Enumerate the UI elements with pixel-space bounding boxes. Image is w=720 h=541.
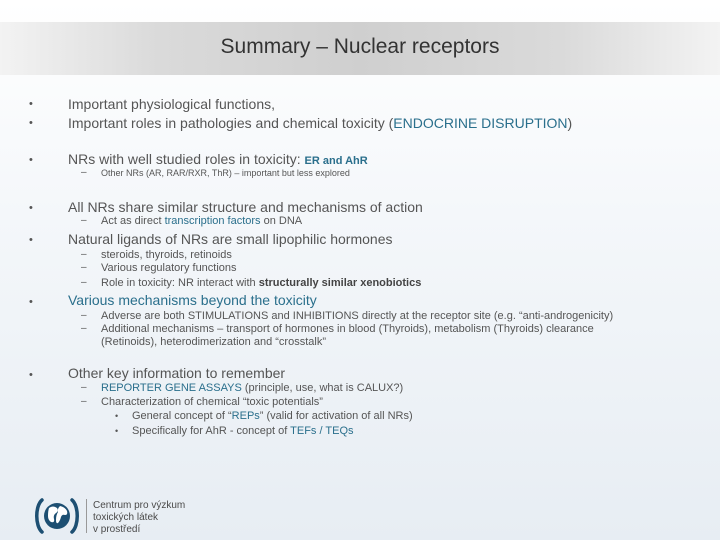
sub-steroids: steroids, thyroids, retinoids [101,249,232,261]
bullet-natural-ligands: Natural ligands of NRs are small lipophilic hormones [68,231,393,247]
bullet-marker: • [29,154,33,166]
dash-marker: – [81,310,87,321]
dash-marker: – [81,277,87,288]
reps-highlight: REPs [231,410,260,422]
bullet-physiological-functions: Important physiological functions, [68,96,275,112]
dash-marker: – [81,249,87,260]
sub-stimulations-inhibitions: Adverse are both STIMULATIONS and INHIBITIONS directly at the receptor site (e.g. “anti-androgenicity) [101,310,614,322]
bullet-pathologies-close: ) [567,115,573,131]
sub-other-nrs: Other NRs (AR, RAR/RXR, ThR) – important but less explored [101,168,350,178]
er-ahr-highlight: ER and AhR [304,155,368,167]
sub-sub-reps-text: General concept of “ [132,410,232,422]
bullet-nrs-toxicity [68,151,368,167]
sub-additional-mechanisms-line1: Additional mechanisms – transport of hormones in blood (Thyroids), metabolism (Thyroids) clearance [101,323,594,335]
sub-transcription-end: on DNA [260,215,303,227]
sub-reporter-gene-assays [101,382,403,394]
xenobiotics-bold: structurally similar xenobiotics [258,277,422,289]
sub-transcription-text: Act as direct [101,215,165,227]
sub-sub-tefs [132,425,354,437]
sub-additional-mechanisms-line2: (Retinoids), heterodimerization and “crosstalk” [101,336,326,348]
dash-marker: – [81,167,87,178]
sub-role-text: Role in toxicity: NR interact with [101,277,259,289]
sub-sub-tefs-text: Specifically for AhR - concept of [132,425,291,437]
tefs-teqs-highlight: TEFs / TEQs [290,425,354,437]
bullet-marker: • [115,426,119,436]
bullet-various-mechanisms: Various mechanisms beyond the toxicity [68,292,317,308]
logo-text-line3: v prostředí [93,524,141,535]
sub-role-in-toxicity [101,277,421,289]
bullet-pathologies-text: Important roles in pathologies and chemical toxicity ( [68,115,394,131]
bullet-marker: • [29,234,33,246]
sub-toxic-potentials: Characterization of chemical “toxic potentials” [101,396,323,408]
slide-title: Summary – Nuclear receptors [220,35,500,58]
bullet-pathologies [68,115,572,131]
endocrine-disruption-highlight: ENDOCRINE DISRUPTION [393,115,568,131]
bullet-marker: • [29,202,33,214]
logo-divider [86,499,87,533]
bullet-marker: • [29,369,33,381]
sub-transcription-factors [101,215,302,227]
bullet-other-key-info: Other key information to remember [68,365,286,381]
dash-marker: – [81,396,87,407]
logo-text-line2: toxických látek [93,512,159,523]
dash-marker: – [81,262,87,273]
dash-marker: – [81,215,87,226]
logo-text-line1: Centrum pro výzkum [93,500,186,511]
sub-sub-reps-end: ” (valid for activation of all NRs) [259,410,413,422]
sub-sub-reps [132,410,413,422]
bullet-marker: • [29,117,33,129]
dash-marker: – [81,382,87,393]
bullet-structure: All NRs share similar structure and mechanisms of action [68,199,423,215]
dash-marker: – [81,323,87,334]
sub-reporter-text: (principle, use, what is CALUX?) [241,382,404,394]
globe-logo-icon [33,496,81,536]
bullet-marker: • [29,296,33,308]
reporter-gene-assays-highlight: REPORTER GENE ASSAYS [101,382,242,394]
bullet-marker: • [29,98,33,110]
bullet-marker: • [115,411,119,421]
bullet-nrs-toxicity-text: NRs with well studied roles in toxicity: [68,151,305,167]
transcription-factors-highlight: transcription factors [164,215,261,227]
recetox-logo [33,496,81,541]
sub-regulatory-functions: Various regulatory functions [101,262,237,274]
